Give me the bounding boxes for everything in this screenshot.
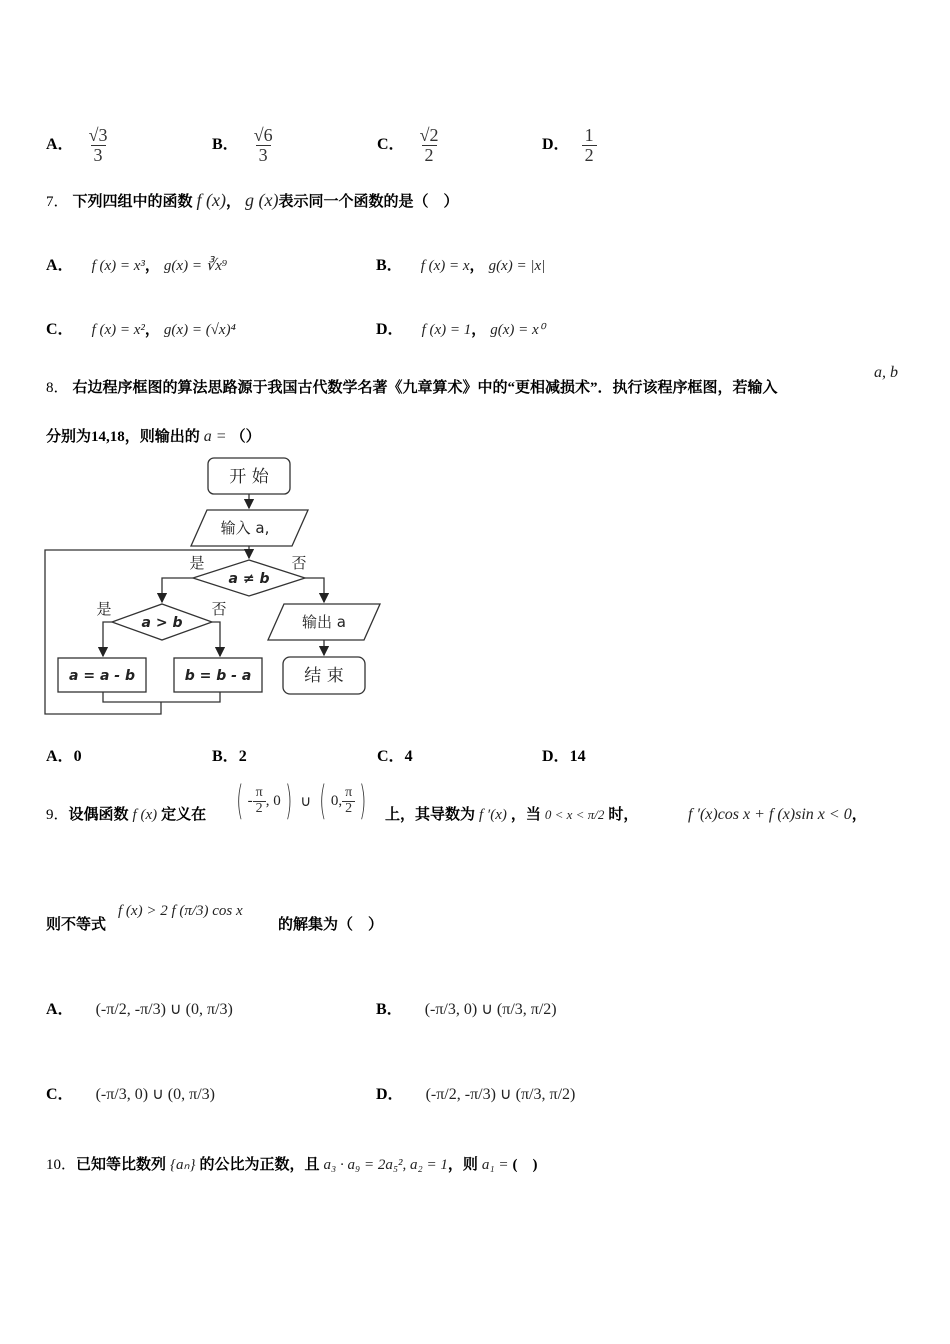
no-label-2: 否 <box>211 600 227 618</box>
start-label: 开 始 <box>229 467 269 487</box>
input-label: 输入 a, <box>220 519 270 537</box>
q6-option-d <box>542 126 597 165</box>
q6-options <box>46 108 906 165</box>
q8-stem-line2: 分别为14,18，则输出的 a = （） <box>46 428 261 445</box>
option-label: D． <box>542 136 570 154</box>
question-number: 7． <box>46 194 69 210</box>
q8-option-b: B．2 <box>212 748 247 765</box>
q10-stem: 10．已知等比数列 {aₙ} 的公比为正数，且 a₃ · a₉ = 2a₅², a₂ = 1，则 a₁ = ( ) <box>46 1157 538 1173</box>
q6-option-c <box>377 126 441 165</box>
q9-stem-line1: 9．设偶函数 f (x) 定义在 <box>46 807 207 823</box>
q9-option-d: D． (-π/2, -π/3) ∪ (π/3, π/2) <box>376 1086 576 1103</box>
cond1-label: a ≠ b <box>228 571 270 587</box>
q9-target: f (x) > 2 f (π/3) cos x <box>118 903 243 919</box>
fraction: $\frac{√6}{3}$ <box>253 125 273 165</box>
q8-option-a: A．0 <box>46 748 82 765</box>
q7-option-d: D． f (x) = 1， g(x) = x⁰ <box>376 321 545 338</box>
assign-a-label: a = a - b <box>69 668 135 684</box>
q9-option-c: C． (-π/3, 0) ∪ (0, π/3) <box>46 1086 215 1103</box>
question-number: 9． <box>46 807 69 823</box>
option-label: C． <box>377 136 405 154</box>
fraction: $\frac{√2}{2}$ <box>419 125 439 165</box>
q9-stem-line2: 则不等式 <box>46 917 107 933</box>
flowchart <box>40 452 390 722</box>
option-label: A． <box>46 136 74 154</box>
end-label: 结 束 <box>304 666 344 686</box>
q6-option-b <box>212 126 276 165</box>
fraction: $\frac{1}{2}$ <box>582 126 597 165</box>
q9-option-a: A． (-π/2, -π/3) ∪ (0, π/3) <box>46 1001 233 1018</box>
question-number: 8． <box>46 380 69 396</box>
q7-option-c: C． f (x) = x²， g(x) = (√x)⁴ <box>46 321 236 338</box>
q6-option-a <box>46 126 110 165</box>
yes-label: 是 <box>189 554 205 572</box>
q9-stem-line1b: 上，其导数为 f ′(x) ，当 0 < x < π/2 时， <box>385 807 639 823</box>
q7-option-b: B． f (x) = x， g(x) = |x| <box>376 257 546 274</box>
q7-option-a: A． f (x) = x³， g(x) = ∛x⁹ <box>46 257 228 274</box>
yes-label-2: 是 <box>96 600 112 618</box>
no-label: 否 <box>291 554 307 572</box>
q8-option-c: C．4 <box>377 748 413 765</box>
option-label: B． <box>212 136 239 154</box>
q8-ab: a, b <box>874 364 898 381</box>
q9-ineq: f ′(x)cos x + f (x)sin x < 0， <box>688 806 867 823</box>
assign-b-label: b = b - a <box>184 668 252 684</box>
q9-domain: ( - $\frac{\pi}{2}$ , 0 ) ∪ ( 0, $\frac{\pi}{2}$ ) <box>236 778 367 824</box>
q9-option-b: B． (-π/3, 0) ∪ (π/3, π/2) <box>376 1001 557 1018</box>
question-number: 10． <box>46 1157 77 1173</box>
output-label: 输出 a <box>302 613 346 631</box>
q7-stem: 7． 下列四组中的函数 f (x)， g (x)表示同一个函数的是（ ） <box>46 190 459 210</box>
fraction: $\frac{√3}{3}$ <box>88 125 108 165</box>
q9-stem-line2b: 的解集为（ ） <box>278 917 384 933</box>
cond2-label: a > b <box>141 615 183 631</box>
q8-stem-line1: 8． 右边程序框图的算法思路源于我国古代数学名著《九章算术》中的“更相减损术”．执行该程序框图，若输入 <box>46 380 778 396</box>
q8-option-d: D．14 <box>542 748 586 765</box>
